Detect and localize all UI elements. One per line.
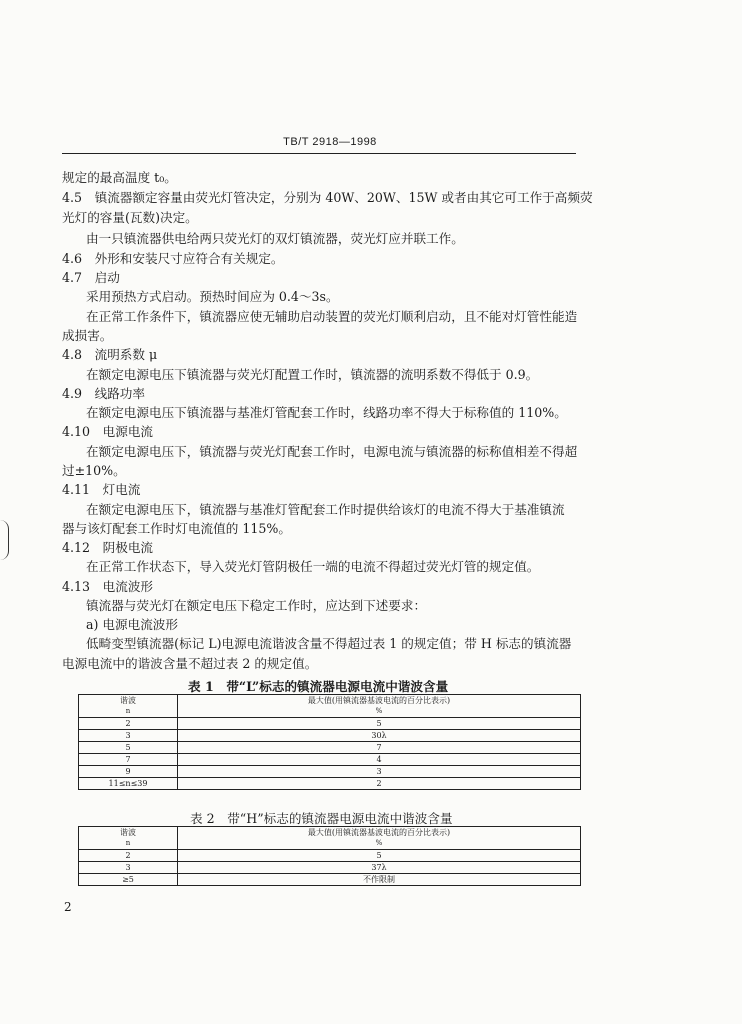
body-line: 规定的最高温度 t₀。 xyxy=(62,170,177,185)
harmonic-cell: ≥5 xyxy=(79,874,178,886)
section-4-9: 4.9 线路功率 xyxy=(62,386,145,401)
max-value-header: 最大值(用镇流器基波电流的百分比表示) % xyxy=(178,827,581,850)
harmonic-cell: 7 xyxy=(79,754,178,766)
table-row xyxy=(79,862,581,874)
body-line: 低畸变型镇流器(标记 L)电源电流谐波含量不得超过表 1 的规定值；带 H 标志的镇流器 xyxy=(86,636,572,651)
value-cell: 4 xyxy=(178,754,581,766)
value-cell: 30λ xyxy=(178,730,581,742)
body-line: 成损害。 xyxy=(62,328,113,343)
value-cell: 不作限制 xyxy=(178,874,581,886)
harmonic-header: 谐波 n xyxy=(79,827,178,850)
body-line: 在正常工作状态下，导入荧光灯管阴极任一端的电流不得超过荧光灯管的规定值。 xyxy=(86,559,540,574)
value-cell: 3 xyxy=(178,766,581,778)
body-line: 在额定电源电压下镇流器与荧光灯配置工作时，镇流器的流明系数不得低于 0.9。 xyxy=(86,367,539,382)
table-1 xyxy=(78,694,581,790)
max-value-header: 最大值(用镇流器基波电流的百分比表示) % xyxy=(178,695,581,718)
harmonic-cell: 3 xyxy=(79,730,178,742)
body-line: 采用预热方式启动。预热时间应为 0.4～3s。 xyxy=(86,289,339,304)
harmonic-cell: 9 xyxy=(79,766,178,778)
value-cell: 2 xyxy=(178,778,581,790)
body-line: 电源电流中的谐波含量不超过表 2 的规定值。 xyxy=(62,656,318,671)
harmonic-cell: 11≤n≤39 xyxy=(79,778,178,790)
body-line: 镇流器与荧光灯在额定电压下稳定工作时，应达到下述要求： xyxy=(86,598,427,613)
standard-code: TB/T 2918—1998 xyxy=(283,136,377,148)
table-row xyxy=(79,778,581,790)
harmonic-cell: 5 xyxy=(79,742,178,754)
section-4-13: 4.13 电流波形 xyxy=(62,579,154,594)
table-1-caption: 表 1 带“L”标志的镇流器电源电流中谐波含量 xyxy=(188,679,449,694)
body-line: 器与该灯配套工作时灯电流值的 115%。 xyxy=(62,521,291,536)
body-line: 在额定电源电压下，镇流器与基准灯管配套工作时提供给该灯的电流不得大于基准镇流 xyxy=(86,502,565,517)
body-line: a) 电源电流波形 xyxy=(86,617,178,632)
section-4-8: 4.8 流明系数 μ xyxy=(62,347,158,362)
table-row xyxy=(79,850,581,862)
body-line: 在额定电源电压下镇流器与基准灯管配套工作时，线路功率不得大于标称值的 110%。 xyxy=(86,405,567,420)
value-cell: 7 xyxy=(178,742,581,754)
value-cell: 5 xyxy=(178,718,581,730)
table-header-row xyxy=(79,695,581,718)
body-line: 光灯的容量(瓦数)决定。 xyxy=(62,210,198,225)
section-4-6: 4.6 外形和安装尺寸应符合有关规定。 xyxy=(62,251,284,266)
value-cell: 37λ xyxy=(178,862,581,874)
table-row xyxy=(79,874,581,886)
harmonic-cell: 2 xyxy=(79,718,178,730)
table-row xyxy=(79,754,581,766)
harmonic-header: 谐波 n xyxy=(79,695,178,718)
section-4-5: 4.5 镇流器额定容量由荧光灯管决定，分别为 40W、20W、15W 或者由其它可工作于高频荧 xyxy=(62,190,593,205)
body-line: 在额定电源电压下，镇流器与荧光灯配套工作时，电源电流与镇流器的标称值相差不得超 xyxy=(86,444,578,459)
table-2 xyxy=(78,826,581,886)
section-4-12: 4.12 阴极电流 xyxy=(62,540,154,555)
page-number: 2 xyxy=(64,900,72,914)
section-4-7: 4.7 启动 xyxy=(62,270,120,285)
scan-binding-mark xyxy=(0,520,9,560)
body-line: 在正常工作条件下，镇流器应使无辅助启动装置的荧光灯顺利启动，且不能对灯管性能造 xyxy=(86,309,578,324)
section-4-11: 4.11 灯电流 xyxy=(62,482,141,497)
body-line: 由一只镇流器供电给两只荧光灯的双灯镇流器，荧光灯应并联工作。 xyxy=(86,231,464,246)
table-row xyxy=(79,718,581,730)
harmonic-cell: 3 xyxy=(79,862,178,874)
table-2-caption: 表 2 带“H”标志的镇流器电源电流中谐波含量 xyxy=(190,811,453,826)
table-row xyxy=(79,742,581,754)
table-header-row xyxy=(79,827,581,850)
body-line: 过±10%。 xyxy=(62,463,126,478)
harmonic-cell: 2 xyxy=(79,850,178,862)
section-4-10: 4.10 电源电流 xyxy=(62,424,154,439)
table-row xyxy=(79,766,581,778)
value-cell: 5 xyxy=(178,850,581,862)
table-row xyxy=(79,730,581,742)
header-rule xyxy=(62,153,576,154)
